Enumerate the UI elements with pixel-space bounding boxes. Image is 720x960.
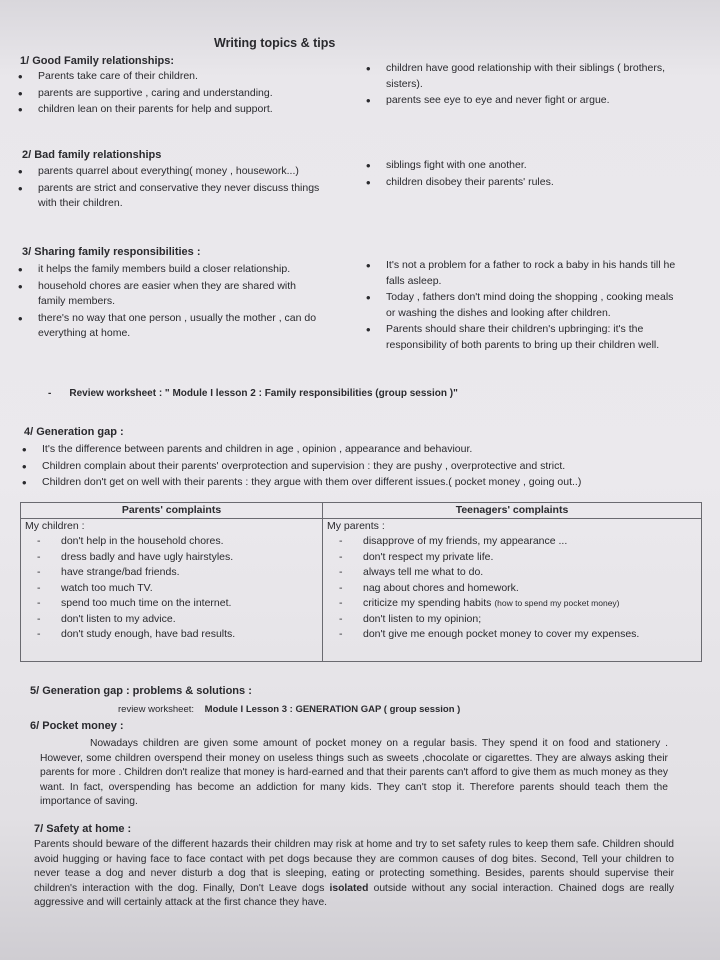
page-title: Writing topics & tips [214,36,336,50]
list-item: • parents quarrel about everything( money , housework...) [18,164,323,180]
table-row: - don't respect my private life. [327,550,697,566]
table-header-parents: Parents' complaints [21,503,323,519]
review-text: Review worksheet : " Module I lesson 2 : Family responsibilities (group session )" [69,388,458,399]
table-row: - don't listen to my advice. [25,612,318,628]
parents-intro: My children : [25,520,85,532]
list-item: • It's the difference between parents and children in age , opinion , appearance and behaviour. [22,442,702,458]
list-item: • household chores are easier when they are shared with family members. [18,279,323,310]
list-item: • there's no way that one person , usually the mother , can do everything at home. [18,311,323,342]
list-item: • it helps the family members build a closer relationship. [18,262,323,278]
section-2-left-list [18,164,323,213]
table-row: - disapprove of my friends, my appearance ... [327,534,697,550]
pocket-money-paragraph: Nowadays children are given some amount of pocket money on a regular basis. They spend it on food and stationery . However, some children overspend their money on useless things such as sweets ,chocolate or cigarettes. They are always asking their parents for more . Children don't realize that money is hard-earned and that their parents can't afford to give them as much money as they want. In fact, overspending has become an addiction for many kids. They can't stop it. Therefore parents should teach them the importance of saving. [40,738,668,807]
table-row [327,596,697,612]
teenagers-complaints-cell [323,519,702,662]
review-text: Module I Lesson 3 : GENERATION GAP ( group session ) [204,704,461,715]
table-header-teenagers: Teenagers' complaints [323,503,702,519]
table-row: - watch too much TV. [25,581,318,597]
section-5-heading: 5/ Generation gap : problems & solutions : [30,685,252,697]
list-item: • parents are supportive , caring and understanding. [18,86,338,102]
list-item: • Parents should share their children's upbringing: it's the responsibility of both parents to bring up their children well. [366,322,676,353]
safety-text-end: outside without any social interaction. Chained dogs are really aggressive and will certainly attack at the first chance they have. [34,882,674,908]
list-item: • Parents take care of their children. [18,69,338,85]
safety-paragraph [34,838,674,911]
section-3-heading: 3/ Sharing family responsibilities : [22,246,201,258]
section-7-heading: 7/ Safety at home : [34,823,132,835]
list-item: • children lean on their parents for help and support. [18,102,338,118]
section-6-heading: 6/ Pocket money : [30,720,124,732]
section-5-review [118,704,460,715]
section-1-right-list [366,61,671,110]
safety-bold: isolated [329,882,369,894]
table-row: - nag about chores and homework. [327,581,697,597]
section-1-left-list [18,69,338,119]
table-row: - don't listen to my opinion; [327,612,697,628]
table-row: - have strange/bad friends. [25,565,318,581]
section-3-left-list [18,262,323,343]
section-4-heading: 4/ Generation gap : [24,426,124,438]
review-worksheet-note: - Review worksheet : " Module I lesson 2 : Family responsibilities (group session )" [48,388,458,399]
table-row: - don't give me enough pocket money to cover my expenses. [327,627,697,643]
table-row: - dress badly and have ugly hairstyles. [25,550,318,566]
list-item: • Children don't get on well with their parents : they argue with them over different issues.( pocket money , going out..) [22,475,702,491]
row-note: (how to spend my pocket money) [494,598,620,608]
table-row: - don't help in the household chores. [25,534,318,550]
list-item: • children disobey their parents' rules. [366,175,671,191]
list-item: • siblings fight with one another. [366,158,671,174]
table-row: - spend too much time on the internet. [25,596,318,612]
review-prefix: review worksheet: [118,704,195,715]
section-3-right-list [366,258,676,354]
list-item: • Today , fathers don't mind doing the shopping , cooking meals or washing the dishes and looking after children. [366,290,676,321]
parents-complaints-cell [21,519,323,662]
complaints-table [20,502,702,662]
section-2-right-list [366,158,671,191]
section-1-heading: 1/ Good Family relationships: [20,55,175,67]
list-item: • parents see eye to eye and never fight or argue. [366,93,671,109]
list-item: • parents are strict and conservative they never discuss things with their children. [18,181,323,212]
section-4-list [22,442,702,492]
list-item: • children have good relationship with their siblings ( brothers, sisters). [366,61,671,92]
list-item: • Children complain about their parents' overprotection and supervision : they are pushy , overprotective and strict. [22,459,702,475]
table-row: - don't study enough, have bad results. [25,627,318,643]
section-2-heading: 2/ Bad family relationships [22,149,162,161]
list-item: • It's not a problem for a father to rock a baby in his hands till he falls asleep. [366,258,676,289]
table-row: - always tell me what to do. [327,565,697,581]
row-text: criticize my spending habits [363,597,492,609]
safety-text: Parents should beware of the different hazards their children may risk at home and try to set safety rules to keep them safe. Children should avoid hugging or having face to face contact with pet dogs because they are common causes of dog bites. Second, Tell your children to never tease a dog and never disturb a dog that is sleeping, eating or protecting something. Besides, parents should supervise their children's interaction with the dog. Finally, Don't Leave dogs [34,839,674,894]
teenagers-intro: My parents : [327,520,385,532]
